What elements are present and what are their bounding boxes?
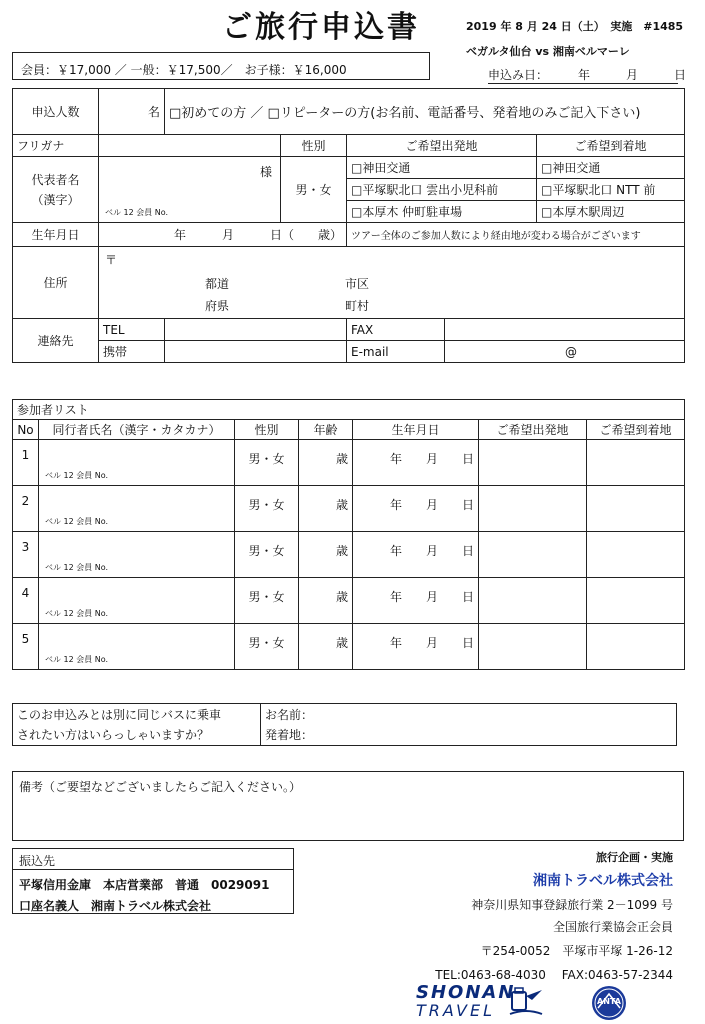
participant-birth[interactable]: 年 月 日 <box>353 624 479 670</box>
col-name: 同行者氏名（漢字・カタカナ） <box>39 420 235 440</box>
participant-gender[interactable]: 男・女 <box>235 578 299 624</box>
gender-label: 性別 <box>281 135 347 157</box>
participant-no: 5 <box>13 624 39 670</box>
col-age: 年齢 <box>299 420 353 440</box>
company-name: 湘南トラベル株式会社 <box>533 873 673 889</box>
match-info: ベガルタ仙台 vs 湘南ベルマーレ <box>466 45 630 58</box>
same-bus-table <box>12 703 677 746</box>
same-bus-question <box>13 704 261 746</box>
furigana-label: フリガナ <box>13 135 99 157</box>
count-unit: 名 <box>147 105 160 119</box>
tel-label: TEL <box>99 319 165 341</box>
same-bus-fields[interactable] <box>261 704 677 746</box>
chouson-text: 町村 <box>345 299 370 313</box>
participant-arrive[interactable] <box>587 578 685 624</box>
participant-depart[interactable] <box>479 486 587 532</box>
count-field[interactable] <box>99 89 165 135</box>
depart-option-3[interactable]: □本厚木 仲町駐車場 <box>347 201 537 223</box>
arrive-option-3[interactable]: □本厚木駅周辺 <box>537 201 685 223</box>
sama-text: 様 <box>259 165 272 179</box>
company-reg: 神奈川県知事登録旅行業 2－1099 号 <box>471 898 673 912</box>
participant-gender[interactable]: 男・女 <box>235 624 299 670</box>
participant-age[interactable]: 歳 <box>299 532 353 578</box>
anta-text: ANTA <box>597 997 621 1006</box>
participant-name-field[interactable] <box>39 578 235 624</box>
email-field[interactable] <box>445 341 685 363</box>
company-assoc: 全国旅行業協会正会員 <box>552 920 673 934</box>
depart-option-1[interactable]: □神田交通 <box>347 157 537 179</box>
participant-name-field[interactable] <box>39 624 235 670</box>
participant-row <box>13 532 685 578</box>
mobile-field[interactable] <box>165 341 347 363</box>
participant-birth[interactable]: 年 月 日 <box>353 532 479 578</box>
at-sign: @ <box>565 344 577 359</box>
logo-line1: SHONAN <box>416 982 516 1003</box>
address-field[interactable] <box>99 247 685 319</box>
fax-label: FAX <box>347 319 445 341</box>
participant-no: 1 <box>13 440 39 486</box>
participant-arrive[interactable] <box>587 624 685 670</box>
col-gender: 性別 <box>235 420 299 440</box>
participant-birth[interactable]: 年 月 日 <box>353 486 479 532</box>
participant-birth[interactable]: 年 月 日 <box>353 578 479 624</box>
shiku-text: 市区 <box>345 277 370 291</box>
fuken-text: 府県 <box>205 299 230 313</box>
participant-arrive[interactable] <box>587 532 685 578</box>
price-text: 会員：￥17,000 ／ 一般：￥17,500／ お子様：￥16,000 <box>21 63 347 77</box>
remarks-box[interactable] <box>12 771 684 841</box>
rep-label <box>13 157 99 223</box>
participant-name-field[interactable] <box>39 486 235 532</box>
col-depart: ご希望出発地 <box>479 420 587 440</box>
birth-field[interactable]: 年 月 日（ 歳） <box>99 223 347 247</box>
participant-gender[interactable]: 男・女 <box>235 440 299 486</box>
company-phone: TEL:0463-68-4030 FAX:0463-57-2344 <box>435 968 673 982</box>
address-label: 住所 <box>13 247 99 319</box>
company-role: 旅行企画・実施 <box>596 851 673 864</box>
col-no: No <box>13 420 39 440</box>
same-bus-q1: このお申込みとは別に同じバスに乗車 <box>17 707 222 722</box>
participant-name-field[interactable] <box>39 532 235 578</box>
participant-depart[interactable] <box>479 624 587 670</box>
arrive-option-2[interactable]: □平塚駅北口 NTT 前 <box>537 179 685 201</box>
bank-line2: 口座名義人 湘南トラベル株式会社 <box>19 899 212 913</box>
rep-name-field[interactable] <box>99 157 281 223</box>
participant-depart[interactable] <box>479 532 587 578</box>
route-note: ツアー全体のご参加人数により経由地が変わる場合がございます <box>347 223 685 247</box>
rep-label-text: 代表者名 <box>31 172 80 187</box>
participant-depart[interactable] <box>479 578 587 624</box>
participant-row <box>13 624 685 670</box>
participant-age[interactable]: 歳 <box>299 440 353 486</box>
contact-label: 連絡先 <box>13 319 99 363</box>
apply-date[interactable]: 申込み日： 年 月 日 <box>488 68 687 82</box>
logo-line2: TRAVEL <box>416 1001 496 1020</box>
participants-table <box>12 399 685 670</box>
participant-member-no: ベル 12 会員 No. <box>45 517 109 526</box>
col-arrive: ご希望到着地 <box>587 420 685 440</box>
anta-badge <box>590 984 628 1022</box>
rep-label-sub: （漢字） <box>31 192 80 207</box>
participant-no: 4 <box>13 578 39 624</box>
same-bus-q2: されたい方はいらっしゃいますか？ <box>17 727 210 742</box>
arrive-label: ご希望到着地 <box>537 135 685 157</box>
col-birth: 生年月日 <box>353 420 479 440</box>
participant-age[interactable]: 歳 <box>299 486 353 532</box>
furigana-field[interactable] <box>99 135 281 157</box>
participant-row <box>13 578 685 624</box>
same-bus-name: お名前： <box>265 707 314 722</box>
applicant-table <box>12 88 685 363</box>
email-label: E-mail <box>347 341 445 363</box>
first-time-options[interactable]: □初めての方 ／ □リピーターの方(お名前、電話番号、発着地のみご記入下さい) <box>165 89 685 135</box>
price-box <box>12 52 430 80</box>
tour-date: 2019 年 8 月 24 日（土） 実施 #1485 <box>466 20 684 33</box>
arrive-option-1[interactable]: □神田交通 <box>537 157 685 179</box>
bank-info-box <box>12 870 294 914</box>
participant-depart[interactable] <box>479 440 587 486</box>
participant-age[interactable]: 歳 <box>299 578 353 624</box>
participant-arrive[interactable] <box>587 440 685 486</box>
participant-row <box>13 440 685 486</box>
participant-no: 2 <box>13 486 39 532</box>
bank-title: 振込先 <box>19 854 56 868</box>
participant-age[interactable]: 歳 <box>299 624 353 670</box>
same-bus-place: 発着地： <box>265 727 314 742</box>
depart-label: ご希望出発地 <box>347 135 537 157</box>
participant-member-no: ベル 12 会員 No. <box>45 609 109 618</box>
participant-gender[interactable]: 男・女 <box>235 486 299 532</box>
participant-member-no: ベル 12 会員 No. <box>45 471 109 480</box>
rep-member-no: ベル 12 会員 No. <box>105 208 169 217</box>
rep-gender[interactable]: 男・女 <box>281 157 347 223</box>
tel-field[interactable] <box>165 319 347 341</box>
remarks-label: 備考（ご要望などございましたらご記入ください。） <box>19 780 302 794</box>
participant-row <box>13 486 685 532</box>
participants-title: 参加者リスト <box>13 400 685 420</box>
company-address: 〒254-0052 平塚市平塚 1-26-12 <box>480 944 673 958</box>
participant-member-no: ベル 12 会員 No. <box>45 655 109 664</box>
participant-name-field[interactable] <box>39 440 235 486</box>
birth-label: 生年月日 <box>13 223 99 247</box>
depart-option-2[interactable]: □平塚駅北口 雲出小児科前 <box>347 179 537 201</box>
suitcase-icon <box>508 984 544 1018</box>
count-label: 申込人数 <box>13 89 99 135</box>
participant-member-no: ベル 12 会員 No. <box>45 563 109 572</box>
shonan-travel-logo <box>416 984 546 1020</box>
page-title: ご旅行申込書 <box>222 10 420 45</box>
participant-gender[interactable]: 男・女 <box>235 532 299 578</box>
participant-birth[interactable]: 年 月 日 <box>353 440 479 486</box>
bank-title-box <box>12 848 294 870</box>
bank-line1: 平塚信用金庫 本店営業部 普通 0029091 <box>19 878 270 892</box>
participant-no: 3 <box>13 532 39 578</box>
fax-field[interactable] <box>445 319 685 341</box>
participant-arrive[interactable] <box>587 486 685 532</box>
todo-text: 都道 <box>205 277 230 291</box>
postal-mark: 〒 <box>105 253 118 267</box>
mobile-label: 携帯 <box>99 341 165 363</box>
